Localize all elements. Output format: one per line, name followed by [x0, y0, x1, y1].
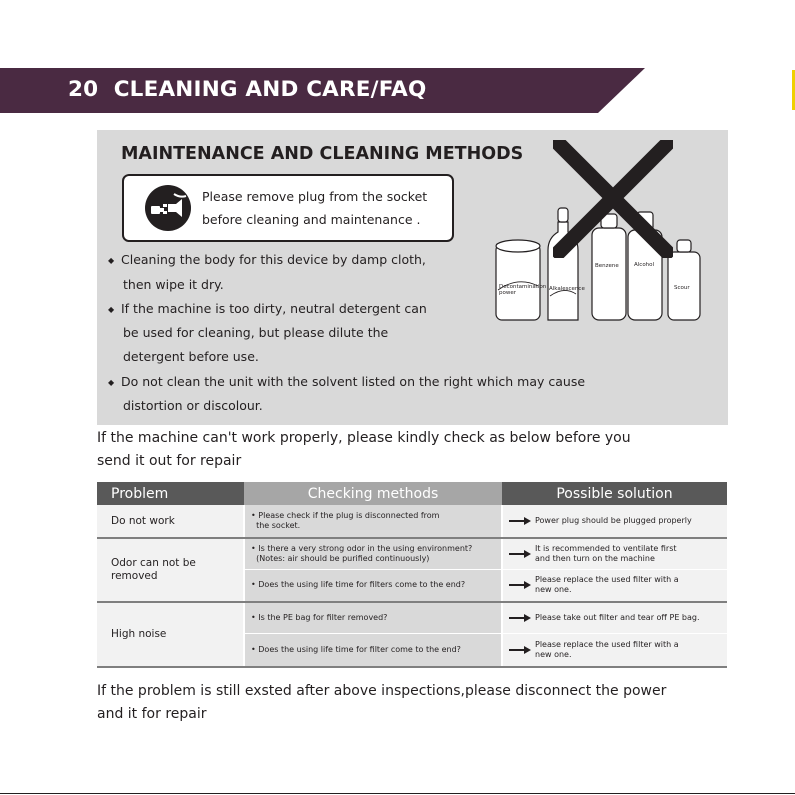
arrow-right-icon	[509, 550, 531, 558]
solution-cell	[502, 505, 727, 538]
intro-line-1: If the machine can't work properly, please kindly check as below before you	[97, 430, 631, 446]
label-scour: Scour	[674, 285, 690, 291]
checking-cell: • Is there a very strong odor in the using environment? (Notes: air should be purified continuously)	[244, 538, 502, 569]
header-checking-methods: Checking methods	[244, 482, 502, 505]
solution-cell	[502, 569, 727, 602]
checking-cell: • Please check if the plug is disconnected from the socket.	[244, 505, 502, 538]
check-text: Please check if the plug is disconnected from	[258, 511, 440, 520]
problem-text: removed	[111, 570, 158, 582]
label-decontamination-power: power	[499, 290, 516, 296]
footer-line-2: and it for repair	[97, 706, 207, 722]
arrow-right-icon	[509, 614, 531, 622]
faq-table	[97, 482, 727, 668]
checking-cell: • Is the PE bag for filter removed?	[244, 602, 502, 633]
check-text: Is there a very strong odor in the using environment?	[258, 543, 473, 553]
warning-text-line-2: before cleaning and maintenance .	[202, 212, 421, 227]
problem-cell: Do not work	[97, 505, 244, 538]
problem-cell: High noise	[97, 602, 244, 667]
check-text: the socket.	[256, 521, 301, 530]
header-possible-solution: Possible solution	[502, 482, 727, 505]
faq-header-row	[97, 482, 727, 505]
checking-cell: • Does the using life time for filters come to the end?	[244, 569, 502, 602]
bullet-2-line-3: detergent before use.	[123, 349, 259, 364]
table-row	[97, 602, 727, 633]
check-text: Does the using life time for filters come to the end?	[258, 580, 466, 590]
page-number: 20	[68, 77, 99, 102]
check-text: Is the PE bag for filter removed?	[258, 612, 388, 622]
table-row	[97, 538, 727, 569]
bullet-1-line-1: ◆ Cleaning the body for this device by damp cloth,	[121, 252, 426, 267]
check-text: (Notes: air should be purified continuously)	[256, 553, 430, 563]
solution-cell	[502, 633, 727, 667]
warning-text-line-1: Please remove plug from the socket	[202, 189, 428, 204]
solution-text: It is recommended to ventilate first	[535, 543, 677, 553]
unplug-icon	[144, 184, 192, 232]
label-decontamination: Decontamination	[499, 284, 547, 290]
label-benzene: Benzene	[595, 263, 619, 269]
maintenance-title: MAINTENANCE AND CLEANING METHODS	[121, 144, 524, 164]
arrow-right-icon	[509, 517, 531, 525]
solution-text: new one.	[535, 649, 572, 659]
checking-cell: • Does the using life time for filter come to the end?	[244, 633, 502, 667]
page-bottom-rule	[0, 793, 795, 794]
footer-line-1: If the problem is still exsted after above inspections,please disconnect the power	[97, 683, 667, 699]
solution-text: and then turn on the machine	[535, 553, 655, 563]
label-alcohol: Alcohol	[634, 262, 655, 268]
solution-text: new one.	[535, 585, 572, 595]
section-title: CLEANING AND CARE/FAQ	[113, 77, 427, 102]
label-alkalescence: Alkalescence	[549, 286, 585, 292]
solution-text: Please replace the used filter with a	[535, 575, 679, 585]
bullet-3-line-1: ◆ Do not clean the unit with the solvent listed on the right which may cause	[121, 374, 585, 389]
problem-cell	[97, 538, 244, 602]
prohibited-cross-icon	[553, 140, 673, 258]
bullet-2-line-1: ◆ If the machine is too dirty, neutral detergent can	[121, 301, 427, 316]
solution-text: Please take out filter and tear off PE bag.	[535, 612, 700, 622]
arrow-right-icon	[509, 581, 531, 589]
intro-line-2: send it out for repair	[97, 453, 242, 469]
bullet-1-line-2: then wipe it dry.	[123, 277, 224, 292]
bullet-2-line-2: be used for cleaning, but please dilute the	[123, 325, 389, 340]
solution-cell	[502, 602, 727, 633]
solution-cell	[502, 538, 727, 569]
page-title	[68, 77, 426, 102]
solution-text: Power plug should be plugged properly	[535, 516, 692, 525]
solution-text: Please replace the used filter with a	[535, 639, 679, 649]
table-row	[97, 505, 727, 538]
arrow-right-icon	[509, 646, 531, 654]
problem-text: Odor can not be	[111, 557, 196, 569]
header-problem: Problem	[97, 482, 244, 505]
unplug-warning-box	[122, 174, 454, 242]
bullet-3-line-2: distortion or discolour.	[123, 398, 263, 413]
check-text: Does the using life time for filter come to the end?	[258, 644, 461, 654]
